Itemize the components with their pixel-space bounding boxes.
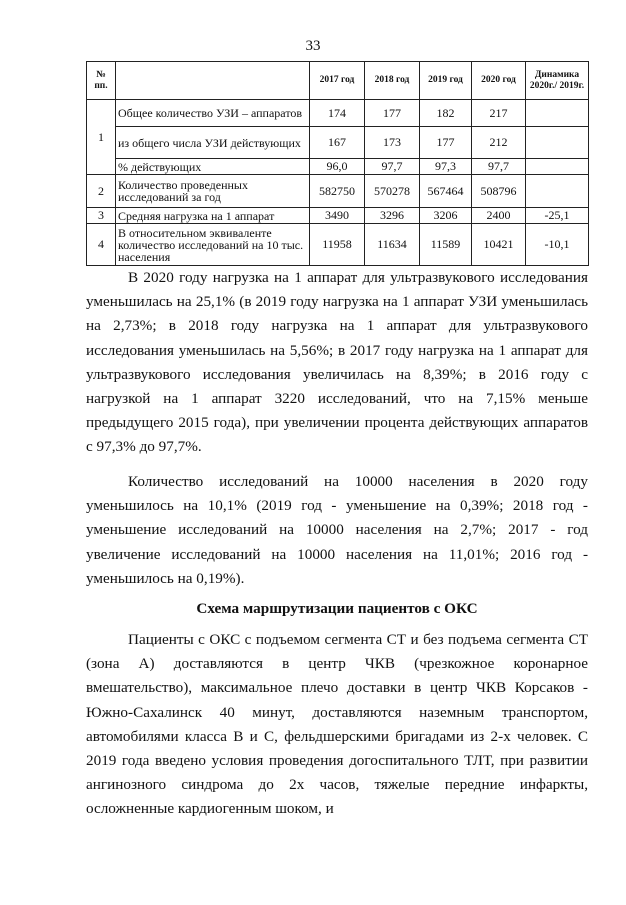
- cell-dynamics: -10,1: [526, 224, 589, 266]
- cell-2019: 3206: [420, 208, 472, 224]
- header-2020: 2020 год: [472, 62, 526, 100]
- table-row: [87, 159, 589, 175]
- table-row: [87, 224, 589, 266]
- page-number: 33: [305, 38, 321, 54]
- row-label: из общего числа УЗИ действующих: [116, 127, 310, 159]
- paragraph-studies-per-10000: Количество исследований на 10000 населения в 2020 году уменьшилось на 10,1% (2019 год - уменьшение на 0,39%; 2018 год - уменьшение исследований на 10000 населения на 2,7%; 2017 - год увеличение исследований на 10000 населения на 11,01%; 2016 год - уменьшилось на 0,19%).: [86, 473, 588, 587]
- cell-2020: 212: [472, 127, 526, 159]
- cell-2020: 10421: [472, 224, 526, 266]
- table-row: [87, 100, 589, 127]
- row-label: % действующих: [116, 159, 310, 175]
- row-label: Количество проведенных исследований за год: [116, 175, 310, 208]
- cell-2018: 173: [365, 127, 420, 159]
- cell-2020: 97,7: [472, 159, 526, 175]
- paragraph-ultrasound-load: В 2020 году нагрузка на 1 аппарат для ультразвукового исследования уменьшилась на 25,1% (в 2019 году нагрузка на 1 аппарат УЗИ уменьшилась на 2,73%; в 2018 году нагрузка на 1 аппарат для ультразвукового исследования уменьшилась на 5,56%; в 2017 году нагрузка на 1 аппарат для ультразвукового исследования увеличилась на 8,39%; в 2016 году с нагрузкой на 1 аппарат 3220 исследований, что на 7,15% меньше предыдущего 2015 года), при увеличении процента действующих аппаратов с 97,3% до 97,7%.: [86, 269, 588, 456]
- paragraph-acs-routing: Пациенты с ОКС с подъемом сегмента СТ и без подъема сегмента СТ (зона А) доставляются в центр ЧКВ (чрезкожное коронарное вмешательство), максимальное плечо доставки в центр ЧКВ Корсаков - Южно-Сахалинск 40 минут, доставляются наземным транспортом, автомобилями класса В и С, фельдшерскими бригадами из 2-х человек. С 2019 года введено условия проведения догоспитального ТЛТ, при развитии ангинозного синдрома до 2х часов, тяжелые передние инфаркты, осложненные кардиогенным шоком, и: [86, 631, 588, 818]
- cell-2017: 167: [310, 127, 365, 159]
- cell-dynamics: [526, 175, 589, 208]
- header-2018: 2018 год: [365, 62, 420, 100]
- table-row: [87, 127, 589, 159]
- cell-2017: 174: [310, 100, 365, 127]
- table-header-row: [87, 62, 589, 100]
- cell-2020: 2400: [472, 208, 526, 224]
- cell-2017: 96,0: [310, 159, 365, 175]
- row-label: В относительном эквиваленте количество исследований на 10 тыс. населения: [116, 224, 310, 266]
- cell-2019: 567464: [420, 175, 472, 208]
- header-dynamics: Динамика 2020г./ 2019г.: [526, 62, 589, 100]
- cell-2019: 97,3: [420, 159, 472, 175]
- statistics-table: [86, 61, 589, 266]
- row-index: 2: [87, 175, 116, 208]
- row-label: Средняя нагрузка на 1 аппарат: [116, 208, 310, 224]
- cell-2018: 3296: [365, 208, 420, 224]
- cell-2018: 11634: [365, 224, 420, 266]
- cell-2018: 97,7: [365, 159, 420, 175]
- row-label: Общее количество УЗИ – аппаратов: [116, 100, 310, 127]
- row-index: 4: [87, 224, 116, 266]
- row-index: 1: [87, 100, 116, 175]
- cell-dynamics: [526, 159, 589, 175]
- cell-2020: 508796: [472, 175, 526, 208]
- cell-2018: 177: [365, 100, 420, 127]
- cell-2018: 570278: [365, 175, 420, 208]
- header-indicator: [116, 62, 310, 100]
- cell-2017: 3490: [310, 208, 365, 224]
- cell-dynamics: [526, 127, 589, 159]
- row-index: 3: [87, 208, 116, 224]
- cell-2019: 11589: [420, 224, 472, 266]
- table-row: [87, 208, 589, 224]
- header-number: № пп.: [87, 62, 116, 100]
- cell-2019: 182: [420, 100, 472, 127]
- header-2019: 2019 год: [420, 62, 472, 100]
- section-heading: Схема маршрутизации пациентов с ОКС: [196, 600, 478, 617]
- cell-2017: 582750: [310, 175, 365, 208]
- cell-dynamics: [526, 100, 589, 127]
- cell-2020: 217: [472, 100, 526, 127]
- header-2017: 2017 год: [310, 62, 365, 100]
- cell-2019: 177: [420, 127, 472, 159]
- table-row: [87, 175, 589, 208]
- cell-dynamics: -25,1: [526, 208, 589, 224]
- cell-2017: 11958: [310, 224, 365, 266]
